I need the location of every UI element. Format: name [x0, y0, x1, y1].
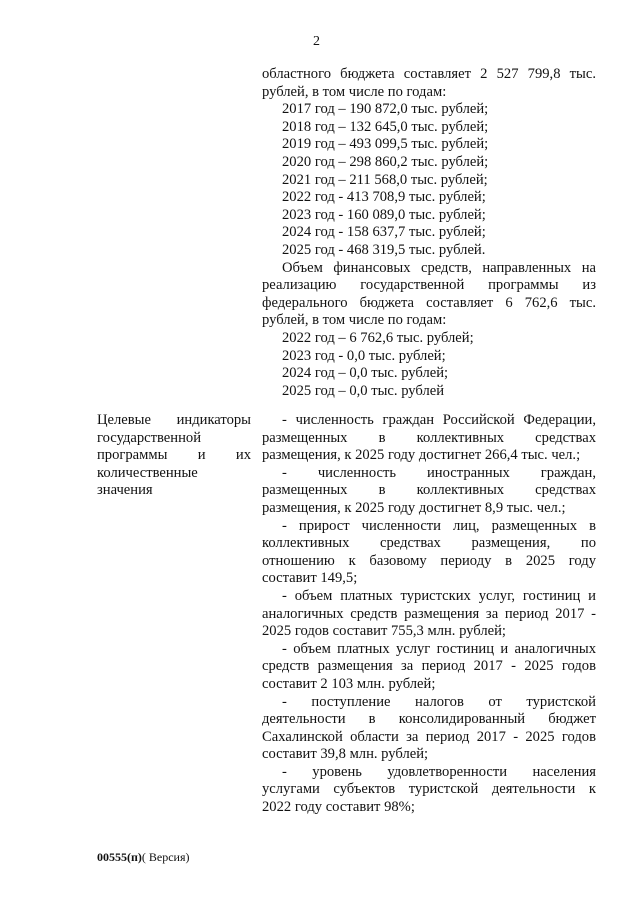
text-line: размещенных в коллективных средствах: [262, 482, 596, 499]
year-line: 2018 год – 132 645,0 тыс. рублей;: [282, 118, 489, 135]
text-line: Сахалинской области за период 2017 - 2025 годов: [262, 728, 596, 745]
text-line: составит 2 103 млн. рублей;: [262, 675, 436, 692]
year-line: 2024 год - 158 637,7 тыс. рублей;: [282, 224, 486, 241]
document-footer: [97, 850, 190, 865]
text-line: - численность иностранных граждан,: [282, 464, 596, 481]
label-line: государственной: [97, 429, 202, 446]
text-line: размещения, к 2025 году достигнет 266,4 тыс. чел.;: [262, 447, 581, 464]
text-line: размещенных в коллективных средствах: [262, 429, 596, 446]
indicators-label: [97, 412, 251, 500]
text-line: - численность граждан Российской Федерации,: [282, 412, 596, 428]
year-line: 2022 год – 6 762,6 тыс. рублей;: [282, 329, 474, 346]
text-line: размещения, к 2025 году достигнет 8,9 тыс. чел.;: [262, 499, 566, 516]
year-line: 2022 год - 413 708,9 тыс. рублей;: [282, 189, 486, 206]
text-line: средств размещения за период 2017 - 2025 годов: [262, 658, 596, 675]
year-line: 2019 год – 493 099,5 тыс. рублей;: [282, 136, 489, 153]
text-line: отношению к базовому периоду в 2025 году: [262, 552, 596, 569]
text-line: - объем платных услуг гостиниц и аналогичных: [282, 640, 596, 657]
budget-text-block: [262, 66, 596, 400]
page-number: 2: [313, 34, 320, 49]
text-line: реализацию государственной программы из: [262, 277, 596, 294]
year-line: 2023 год - 0,0 тыс. рублей;: [282, 347, 446, 364]
year-line: 2024 год – 0,0 тыс. рублей;: [282, 365, 449, 382]
text-line: составит 149,5;: [262, 570, 358, 587]
text-line: 2025 годов составит 755,3 млн. рублей;: [262, 623, 506, 640]
text-line: деятельности в консолидированный бюджет: [262, 711, 596, 728]
document-version: ( Версия): [141, 850, 190, 864]
document-code: 00555(п): [97, 850, 142, 864]
year-line: 2025 год – 0,0 тыс. рублей: [282, 382, 445, 399]
label-line: Целевые индикаторы: [97, 412, 251, 428]
text-line: - уровень удовлетворенности населения: [282, 763, 596, 780]
text-line: 2022 году составит 98%;: [262, 799, 415, 816]
text-line: рублей, в том числе по годам:: [262, 312, 447, 329]
text-line: - поступление налогов от туристской: [282, 693, 596, 710]
text-line: областного бюджета составляет 2 527 799,8 тыс.: [262, 66, 596, 82]
text-line: аналогичных средств размещения за период 2017 -: [262, 605, 596, 622]
label-line: количественные: [97, 464, 198, 481]
text-line: - объем платных туристских услуг, гостиниц и: [282, 587, 596, 604]
text-line: - прирост численности лиц, размещенных в: [282, 517, 596, 534]
year-line: 2025 год - 468 319,5 тыс. рублей.: [282, 241, 486, 258]
label-line: программы и их: [97, 447, 251, 464]
text-line: услугами субъектов туристской деятельности к: [262, 781, 596, 798]
text-line: коллективных средствах размещения, по: [262, 535, 596, 552]
year-line: 2020 год – 298 860,2 тыс. рублей;: [282, 153, 489, 170]
text-line: Объем финансовых средств, направленных на: [282, 259, 596, 276]
text-line: рублей, в том числе по годам:: [262, 83, 447, 100]
year-line: 2021 год – 211 568,0 тыс. рублей;: [282, 171, 488, 188]
indicators-text-block: [262, 412, 596, 817]
year-line: 2023 год - 160 089,0 тыс. рублей;: [282, 206, 486, 223]
label-line: значения: [97, 482, 153, 499]
year-line: 2017 год – 190 872,0 тыс. рублей;: [282, 101, 489, 118]
text-line: федерального бюджета составляет 6 762,6 тыс.: [262, 294, 596, 311]
text-line: составит 39,8 млн. рублей;: [262, 746, 429, 763]
